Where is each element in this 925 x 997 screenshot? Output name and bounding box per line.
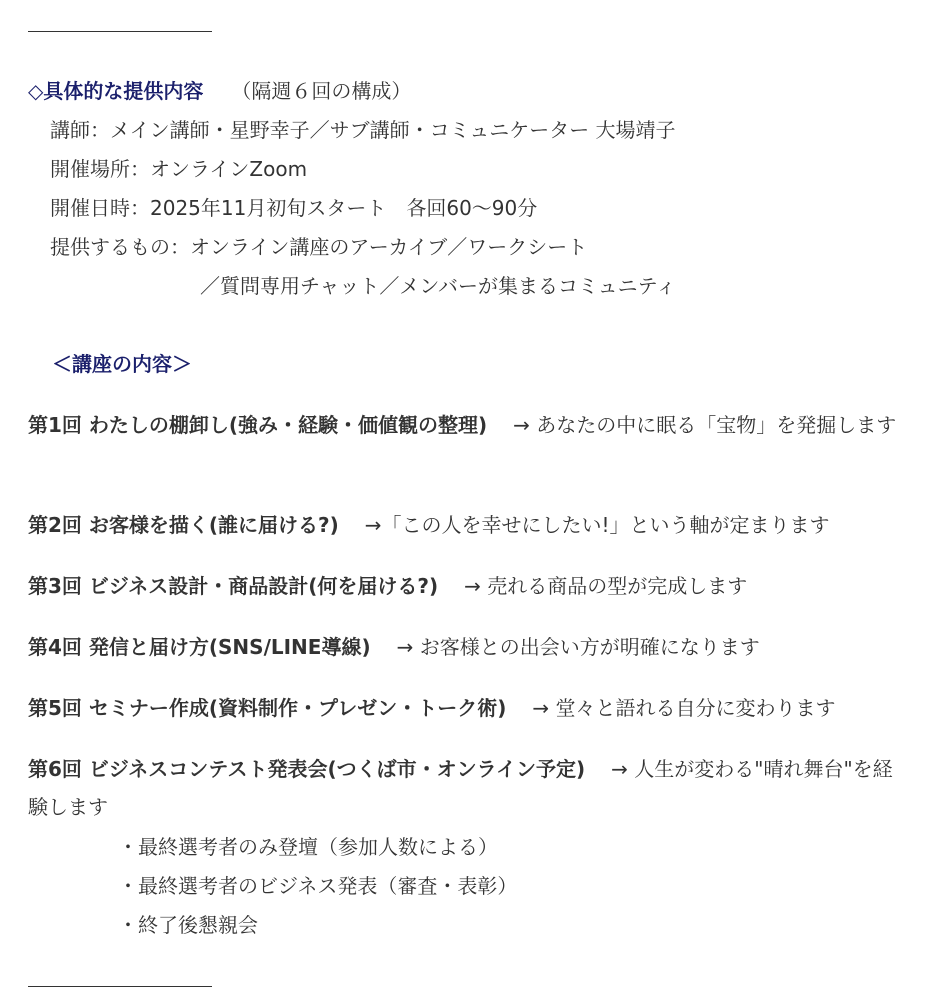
offer-heading: ◇具体的な提供内容	[28, 79, 204, 103]
session-3-desc: → 売れる商品の型が完成します	[464, 574, 748, 598]
offer-heading-line	[28, 72, 897, 110]
session-1-title: 第1回 わたしの棚卸し(強み・経験・価値観の整理)	[28, 413, 488, 437]
session-2-desc: →「この人を幸せにしたい!」という軸が定まります	[364, 513, 830, 537]
session-6-title: 第6回 ビジネスコンテスト発表会(つくば市・オンライン予定)	[28, 757, 586, 781]
session-6	[28, 750, 897, 826]
session-3	[28, 567, 897, 605]
detail-instructors: 講師：メイン講師・星野幸子／サブ講師・コミュニケーター 大場靖子	[50, 118, 676, 142]
session-4	[28, 628, 897, 666]
session-1-desc: → あなたの中に眠る「宝物」を発掘します	[513, 413, 897, 437]
detail-location: 開催場所：オンラインZoom	[50, 157, 308, 181]
session-2-title: 第2回 お客様を描く(誰に届ける?)	[28, 513, 339, 537]
detail-schedule: 開催日時：2025年11月初旬スタート 各回60～90分	[50, 196, 538, 220]
detail-provided: 提供するもの：オンライン講座のアーカイブ／ワークシート	[50, 235, 588, 259]
session-2	[28, 506, 897, 544]
top-divider	[28, 31, 212, 32]
detail-provided-continued: ／質問専用チャット／メンバーが集まるコミュニティ	[200, 274, 676, 298]
session-5	[28, 689, 897, 727]
bottom-divider	[28, 986, 212, 987]
session-4-desc: → お客様との出会い方が明確になります	[396, 635, 760, 659]
session-3-title: 第3回 ビジネス設計・商品設計(何を届ける?)	[28, 574, 439, 598]
session-5-desc: → 堂々と語れる自分に変わります	[532, 696, 836, 720]
session-6-bullet-2: ・最終選考者のビジネス発表（審査・表彰）	[118, 874, 518, 898]
session-1	[28, 406, 897, 444]
session-5-title: 第5回 セミナー作成(資料制作・プレゼン・トーク術)	[28, 696, 507, 720]
course-content-title: ＜講座の内容＞	[52, 352, 192, 376]
session-4-title: 第4回 発信と届け方(SNS/LINE導線)	[28, 635, 371, 659]
session-6-bullet-1: ・最終選考者のみ登壇（参加人数による）	[118, 835, 498, 859]
session-6-desc: → 人生が変わる"晴れ舞台"を経験します	[28, 757, 893, 819]
offer-heading-note: （隔週６回の構成）	[231, 79, 412, 103]
session-6-bullet-3: ・終了後懇親会	[118, 913, 258, 937]
